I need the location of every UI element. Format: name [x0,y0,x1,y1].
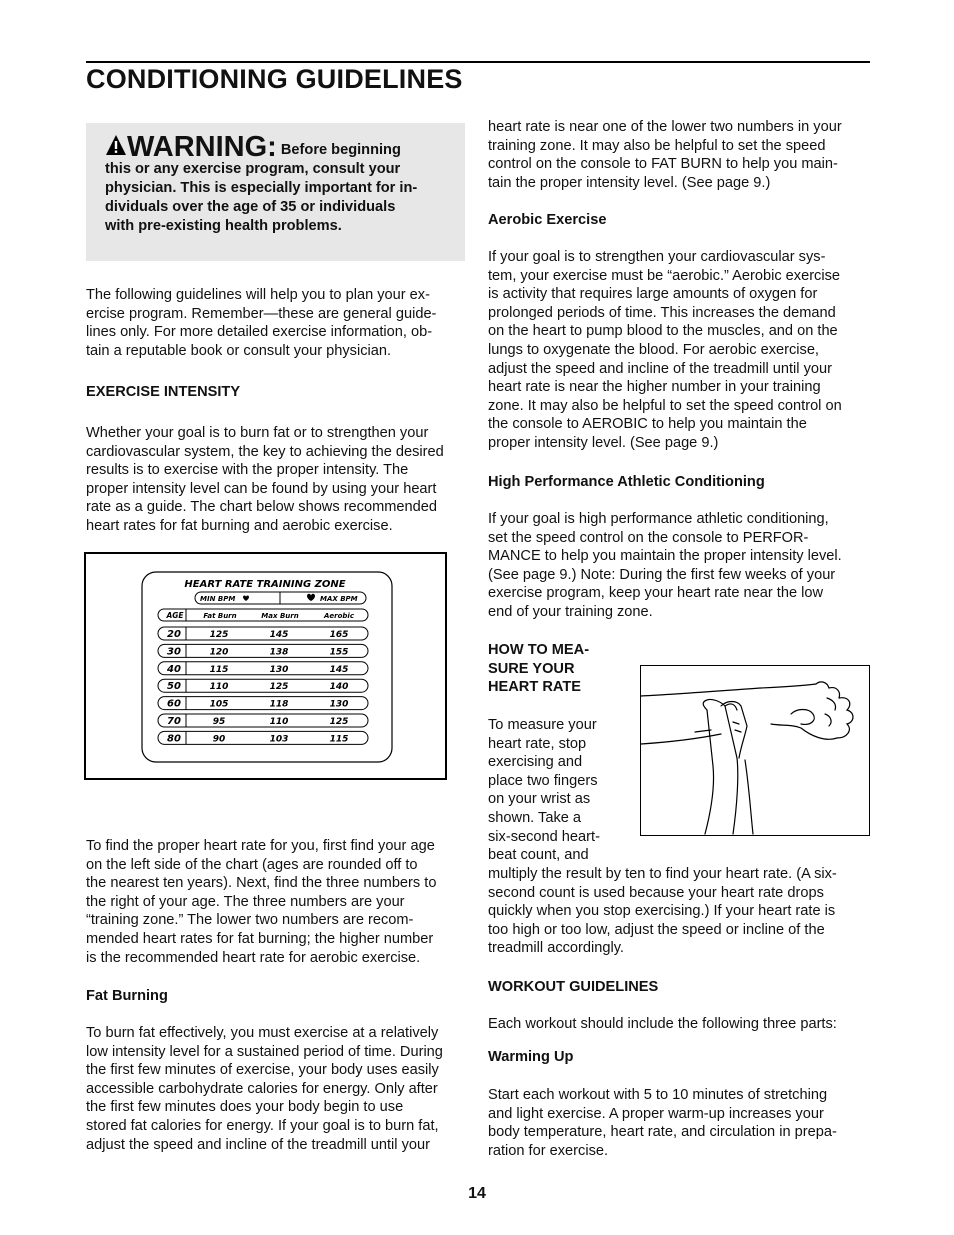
text-line: shown. Take a [488,809,582,826]
text-line: low intensity level for a sustained period of time. During [86,1043,443,1060]
text-line: HEART RATE [488,679,581,696]
heading-warming-up: Warming Up [488,1049,574,1065]
heading-fat-burning: Fat Burning [86,988,168,1004]
text-line: stored fat calories for energy. If your goal is to burn fat, [86,1117,439,1134]
chart-cell-age: 20 [167,629,181,640]
chart-cell-max-burn: 103 [269,734,289,745]
warning-line: Before beginning [280,142,401,158]
text-line: heart rate is near one of the lower two numbers in your [488,119,842,135]
top-rule [86,61,870,63]
chart-cell-max-burn: 130 [269,664,289,675]
warning-triangle-icon [105,134,127,156]
chart-cell-max-burn: 138 [269,647,289,658]
chart-cell-fat-burn: 120 [209,647,229,658]
heading-exercise-intensity: EXERCISE INTENSITY [86,384,241,400]
text-line: the nearest ten years). Next, find the three numbers to [86,875,437,892]
text-line: training zone. It may also be helpful to set the speed [488,137,826,154]
warning-line: dividuals over the age of 35 or individuals [105,199,396,215]
col-header-age: AGE [166,611,184,620]
heading-measure-heart-rate [488,641,628,697]
text-line: on your wrist as [488,791,591,808]
heading-high-performance: High Performance Athletic Conditioning [488,474,765,490]
text-line: set the speed control on the console to PERFOR- [488,529,809,546]
text-line: heart rates for fat burning and aerobic exercise. [86,517,393,534]
workout-paragraph: Each workout should include the following three parts: [488,1016,837,1032]
text-line: (See page 9.) Note: During the first few weeks of your [488,566,836,583]
chart-cell-age: 70 [167,716,181,727]
text-line: heart rate is near the higher number in your training [488,379,821,396]
chart-cell-fat-burn: 90 [212,734,226,745]
fat-burning-paragraph [86,1024,466,1154]
heart-icon [307,594,315,601]
text-line: To burn fat effectively, you must exercise at a relatively [86,1025,439,1041]
col-header-aerobic: Aerobic [324,612,354,620]
chart-cell-fat-burn: 115 [209,664,229,675]
measure-paragraph-narrow [488,716,628,865]
heading-workout-guidelines: WORKOUT GUIDELINES [488,979,659,995]
intensity-paragraph [86,424,466,536]
text-line: SURE YOUR [488,660,575,677]
page-title: CONDITIONING GUIDELINES [86,64,463,94]
text-line: place two fingers [488,772,598,789]
warning-line: with pre-existing health problems. [105,218,342,234]
heart-rate-chart [86,554,445,778]
text-line: prolonged periods of time. This increases the demand [488,304,836,321]
text-line: “training zone.” The lower two numbers are recom- [86,912,414,929]
text-line: body temperature, heart rate, and circulation in prepa- [488,1124,837,1141]
chart-cell-aerobic: 140 [329,682,349,693]
warning-line: this or any exercise program, consult your [105,161,401,177]
max-bpm-label: MAX BPM [320,595,358,603]
chart-cell-age: 80 [167,733,181,745]
text-line: ration for exercise. [488,1142,609,1159]
text-line: tain the proper intensity level. (See page 9.) [488,174,771,191]
text-line: The following guidelines will help you to plan your ex- [86,287,430,303]
text-line: Whether your goal is to burn fat or to strengthen your [86,425,429,441]
text-line: multiply the result by ten to find your heart rate. (A six- [488,866,837,882]
text-line: tem, your exercise must be “aerobic.” Aerobic exercise [488,267,841,284]
text-line: If your goal is to strengthen your cardiovascular sys- [488,249,826,265]
text-line: zone. It may also be helpful to set the speed control on [488,397,842,414]
text-line: mended heart rates for fat burning; the higher number [86,930,434,947]
text-line: the console to AEROBIC to help you maintain the [488,416,807,433]
chart-cell-max-burn: 145 [269,630,289,640]
text-line: six-second heart- [488,828,600,845]
text-line: To measure your [488,717,597,733]
warning-word: WARNING: [127,131,277,163]
warming-up-paragraph [488,1086,870,1160]
text-line: To find the proper heart rate for you, first find your age [86,838,435,854]
aerobic-paragraph [488,248,870,453]
chart-cell-max-burn: 125 [269,682,289,693]
heart-icon-small [243,596,249,602]
text-line: on the heart to pump blood to the muscles, and on the [488,323,838,340]
text-line: Start each workout with 5 to 10 minutes of stretching [488,1087,828,1103]
warning-text [105,131,455,236]
text-line: second count is used because your heart rate drops [488,884,824,901]
chart-cell-aerobic: 145 [329,664,349,675]
text-line: results is to exercise with the proper intensity. The [86,462,409,479]
text-line: quickly when you stop exercising.) If your heart rate is [488,903,836,920]
text-line: rate as a guide. The chart below shows recommended [86,499,437,516]
text-line: ercise program. Remember—these are general guide- [86,305,437,322]
text-line: too high or too low, adjust the speed or incline of the [488,921,825,938]
chart-cell-age: 50 [167,681,181,693]
page-number: 14 [468,1185,486,1202]
text-line: lines only. For more detailed exercise information, ob- [86,324,433,341]
text-line: exercising and [488,754,583,771]
text-line: proper intensity level. (See page 9.) [488,434,719,451]
text-line: MANCE to help you maintain the proper intensity level. [488,548,842,565]
chart-cell-fat-burn: 125 [209,630,229,640]
text-line: the first few minutes does your body begin to use [86,1099,404,1116]
text-line: is activity that requires large amounts of oxygen for [488,286,818,303]
text-line: the right of your age. The three numbers are your [86,893,405,910]
col-header-max-burn: Max Burn [261,612,299,620]
chart-cell-fat-burn: 105 [209,699,229,710]
text-line: HOW TO MEA- [488,642,590,658]
text-line: adjust the speed and incline of the treadmill until your [488,360,832,377]
heart-rate-chart-frame [84,552,447,780]
high-performance-paragraph [488,510,870,622]
text-line: control on the console to FAT BURN to help you main- [488,156,838,173]
col-header-fat-burn: Fat Burn [203,612,237,620]
text-line: cardiovascular system, the key to achieving the desired [86,443,444,460]
chart-cell-fat-burn: 95 [212,717,226,727]
chart-cell-aerobic: 125 [329,717,349,727]
text-line: adjust the speed and incline of the treadmill until your [86,1136,430,1153]
text-line: is the recommended heart rate for aerobic exercise. [86,949,421,966]
text-line: accessible carbohydrate calories for energy. Only after [86,1080,438,1097]
text-line: proper intensity level can be found by using your heart [86,480,437,497]
fat-burning-continued [488,118,870,192]
text-line: exercise program, keep your heart rate near the low [488,585,824,602]
chart-cell-aerobic: 165 [329,630,349,640]
chart-cell-aerobic: 155 [329,647,349,658]
text-line: treadmill accordingly. [488,940,624,957]
chart-cell-max-burn: 110 [269,717,289,727]
text-line: beat count, and [488,847,589,864]
text-line: If your goal is high performance athletic conditioning, [488,511,829,527]
text-line: on the left side of the chart (ages are rounded off to [86,856,418,873]
chart-cell-fat-burn: 110 [209,682,229,693]
chart-cell-age: 60 [167,698,181,710]
hand-on-wrist-illustration [641,666,869,835]
chart-cell-age: 40 [167,663,181,675]
chart-cell-age: 30 [167,646,181,658]
find-paragraph [86,837,466,967]
text-line: and light exercise. A proper warm-up increases your [488,1105,824,1122]
chart-cell-aerobic: 130 [329,699,349,710]
text-line: end of your training zone. [488,603,653,620]
chart-cell-aerobic: 115 [329,734,349,745]
warning-line: physician. This is especially important for in- [105,180,418,196]
text-line: heart rate, stop [488,735,587,752]
text-line: tain a reputable book or consult your physician. [86,342,392,359]
chart-cell-max-burn: 118 [269,699,289,710]
heading-aerobic-exercise: Aerobic Exercise [488,212,607,228]
min-bpm-label: MIN BPM [200,595,236,603]
text-line: lungs to oxygenate the blood. For aerobic exercise, [488,341,819,358]
intro-paragraph [86,286,466,360]
text-line: the first few minutes of exercise, your body uses easily [86,1062,439,1079]
measure-paragraph-wide [488,865,870,958]
chart-title: HEART RATE TRAINING ZONE [184,579,346,590]
wrist-pulse-figure [640,665,870,836]
